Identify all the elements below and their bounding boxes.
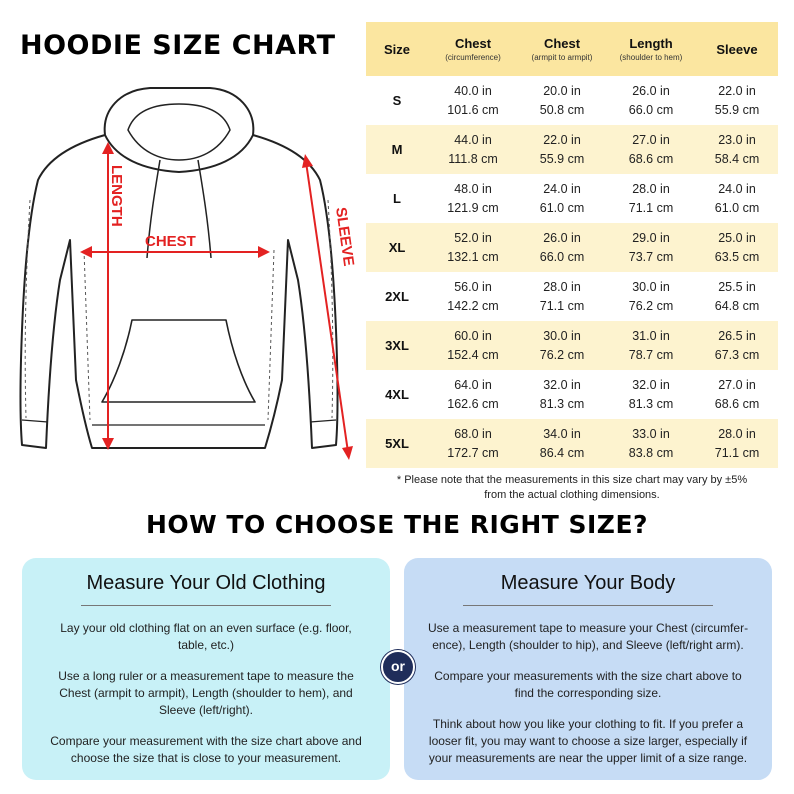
value-inches: 24.0 in (543, 181, 581, 196)
measurement-cell (696, 125, 778, 174)
value-cm: 162.6 cm (447, 396, 499, 411)
table-row (366, 223, 778, 272)
measurement-cell (428, 125, 518, 174)
or-badge: or (381, 650, 415, 684)
header-size: Size (366, 22, 428, 76)
value-inches: 32.0 in (632, 377, 670, 392)
measurement-cell (518, 419, 606, 468)
value-cm: 76.2 cm (628, 298, 674, 313)
value-cm: 68.6 cm (714, 396, 760, 411)
value-cm: 66.0 cm (628, 102, 674, 117)
measurement-cell (518, 223, 606, 272)
measurement-cell (518, 370, 606, 419)
value-inches: 26.0 in (632, 83, 670, 98)
measurement-cell (518, 321, 606, 370)
value-cm: 55.9 cm (539, 151, 585, 166)
value-cm: 101.6 cm (447, 102, 499, 117)
value-inches: 31.0 in (632, 328, 670, 343)
size-cell: M (366, 125, 428, 174)
measurement-cell (696, 76, 778, 125)
measurement-cell (696, 223, 778, 272)
value-cm: 81.3 cm (539, 396, 585, 411)
card-paragraph: Use a measurement tape to measure your Chest (circumfer-ence), Length (shoulder to hip), and Sleeve (left/right arm). (427, 621, 749, 652)
measurement-cell (606, 125, 696, 174)
size-cell: L (393, 191, 401, 206)
size-cell: XL (366, 223, 428, 272)
measurement-cell (606, 272, 696, 321)
value-inches: 60.0 in (454, 328, 492, 343)
divider (463, 605, 713, 606)
value-cm: 111.8 cm (448, 151, 498, 166)
value-inches: 29.0 in (632, 230, 670, 245)
measurement-cell (518, 76, 606, 125)
measurement-cell (518, 174, 606, 223)
value-cm: 50.8 cm (539, 102, 585, 117)
value-inches: 48.0 in (454, 181, 492, 196)
value-cm: 73.7 cm (628, 249, 674, 264)
measurement-cell (696, 272, 778, 321)
measurement-cell (428, 321, 518, 370)
table-row (366, 174, 778, 223)
card-paragraph: Use a long ruler or a measurement tape to measure the Chest (armpit to armpit), Length (shoulder to hem), and Sleeve (left/right). (58, 669, 354, 717)
value-inches: 34.0 in (543, 426, 581, 441)
measurement-cell (696, 419, 778, 468)
size-cell: 2XL (385, 289, 409, 304)
value-inches: 28.0 in (543, 279, 581, 294)
header-length: Length (shoulder to hem) (606, 22, 696, 76)
value-cm: 132.1 cm (447, 249, 499, 264)
value-cm: 76.2 cm (539, 347, 585, 362)
value-cm: 63.5 cm (714, 249, 760, 264)
measurement-cell (518, 125, 606, 174)
measurement-note: * Please note that the measurements in this size chart may vary by ±5% from the actual clothing dimensions. (396, 474, 748, 501)
divider (81, 605, 331, 606)
value-cm: 71.1 cm (714, 445, 760, 460)
value-inches: 56.0 in (454, 279, 492, 294)
measurement-cell (428, 174, 518, 223)
value-inches: 32.0 in (543, 377, 581, 392)
value-inches: 40.0 in (454, 83, 492, 98)
value-cm: 152.4 cm (447, 347, 499, 362)
value-cm: 66.0 cm (539, 249, 585, 264)
value-inches: 52.0 in (454, 230, 492, 245)
value-cm: 68.6 cm (628, 151, 674, 166)
header-sleeve: Sleeve (696, 22, 778, 76)
value-inches: 30.0 in (543, 328, 581, 343)
value-cm: 71.1 cm (539, 298, 585, 313)
value-inches: 44.0 in (454, 132, 492, 147)
card-title: Measure Your Old Clothing (86, 572, 326, 594)
table-row (366, 321, 778, 370)
hoodie-outline (21, 135, 338, 448)
sleeve-label: SLEEVE (332, 206, 358, 268)
value-inches: 26.5 in (718, 328, 756, 343)
value-cm: 81.3 cm (628, 396, 674, 411)
value-cm: 61.0 cm (714, 200, 760, 215)
value-cm: 55.9 cm (714, 102, 760, 117)
card-title: Measure Your Body (500, 572, 676, 594)
measurement-cell (606, 419, 696, 468)
value-inches: 27.0 in (718, 377, 756, 392)
card-paragraph: Think about how you like your clothing to fit. If you prefer a looser fit, you may want to choose a size larger, especially if your measurements are near the upper limit of a size range. (428, 717, 748, 765)
value-inches: 24.0 in (718, 181, 756, 196)
pocket-outline (102, 320, 255, 402)
length-label: LENGTH (108, 165, 125, 227)
value-cm: 64.8 cm (714, 298, 760, 313)
value-inches: 25.0 in (718, 230, 756, 245)
table-row (366, 370, 778, 419)
card-paragraph: Compare your measurements with the size chart above to find the corresponding size. (434, 669, 742, 700)
value-inches: 33.0 in (632, 426, 670, 441)
value-cm: 67.3 cm (714, 347, 760, 362)
value-cm: 172.7 cm (447, 445, 499, 460)
table-row (366, 272, 778, 321)
value-inches: 25.5 in (718, 279, 756, 294)
header-chest-circumference: Chest (circumference) (428, 22, 518, 76)
howto-heading: HOW TO CHOOSE THE RIGHT SIZE? (145, 510, 649, 539)
value-inches: 28.0 in (632, 181, 670, 196)
card-paragraph: Compare your measurement with the size chart above and choose the size that is close to your measurement. (50, 734, 362, 765)
table-row (366, 76, 778, 125)
value-inches: 30.0 in (632, 279, 670, 294)
measure-old-clothing-card (22, 558, 390, 780)
measurement-cell (606, 370, 696, 419)
table-row (366, 125, 778, 174)
value-cm: 86.4 cm (539, 445, 585, 460)
table-header-row (366, 22, 778, 76)
size-cell: 5XL (366, 419, 428, 468)
measurement-cell (428, 272, 518, 321)
measurement-cell (696, 174, 778, 223)
value-cm: 83.8 cm (628, 445, 674, 460)
measurement-cell (696, 321, 778, 370)
measurement-cell (606, 174, 696, 223)
measurement-cell (428, 419, 518, 468)
value-inches: 23.0 in (718, 132, 756, 147)
measurement-cell (606, 321, 696, 370)
measurement-cell (428, 223, 518, 272)
size-cell: S (392, 93, 402, 108)
card-paragraph: Lay your old clothing flat on an even surface (e.g. floor, table, etc.) (60, 621, 352, 652)
value-inches: 22.0 in (543, 132, 581, 147)
hoodie-diagram (10, 80, 370, 480)
size-chart-table (366, 22, 778, 468)
size-cell: 4XL (385, 387, 409, 402)
measurement-cell (428, 76, 518, 125)
value-cm: 121.9 cm (447, 200, 499, 215)
header-chest-armpit: Chest (armpit to armpit) (518, 22, 606, 76)
value-inches: 28.0 in (718, 426, 756, 441)
measurement-cell (606, 223, 696, 272)
measurement-cell (428, 370, 518, 419)
measure-body-card (404, 558, 772, 780)
measurement-cell (606, 76, 696, 125)
page-title: HOODIE SIZE CHART (20, 30, 336, 61)
size-cell: 3XL (366, 321, 428, 370)
value-inches: 27.0 in (632, 132, 670, 147)
value-cm: 58.4 cm (714, 151, 760, 166)
value-cm: 71.1 cm (628, 200, 674, 215)
table-row (366, 419, 778, 468)
measurement-cell (696, 370, 778, 419)
measurement-cell (518, 272, 606, 321)
value-inches: 22.0 in (718, 83, 756, 98)
value-cm: 142.2 cm (447, 298, 499, 313)
value-cm: 61.0 cm (539, 200, 585, 215)
value-cm: 78.7 cm (628, 347, 674, 362)
chest-label: CHEST (145, 233, 196, 250)
value-inches: 26.0 in (543, 230, 581, 245)
value-inches: 20.0 in (543, 83, 581, 98)
value-inches: 68.0 in (454, 426, 492, 441)
value-inches: 64.0 in (454, 377, 492, 392)
